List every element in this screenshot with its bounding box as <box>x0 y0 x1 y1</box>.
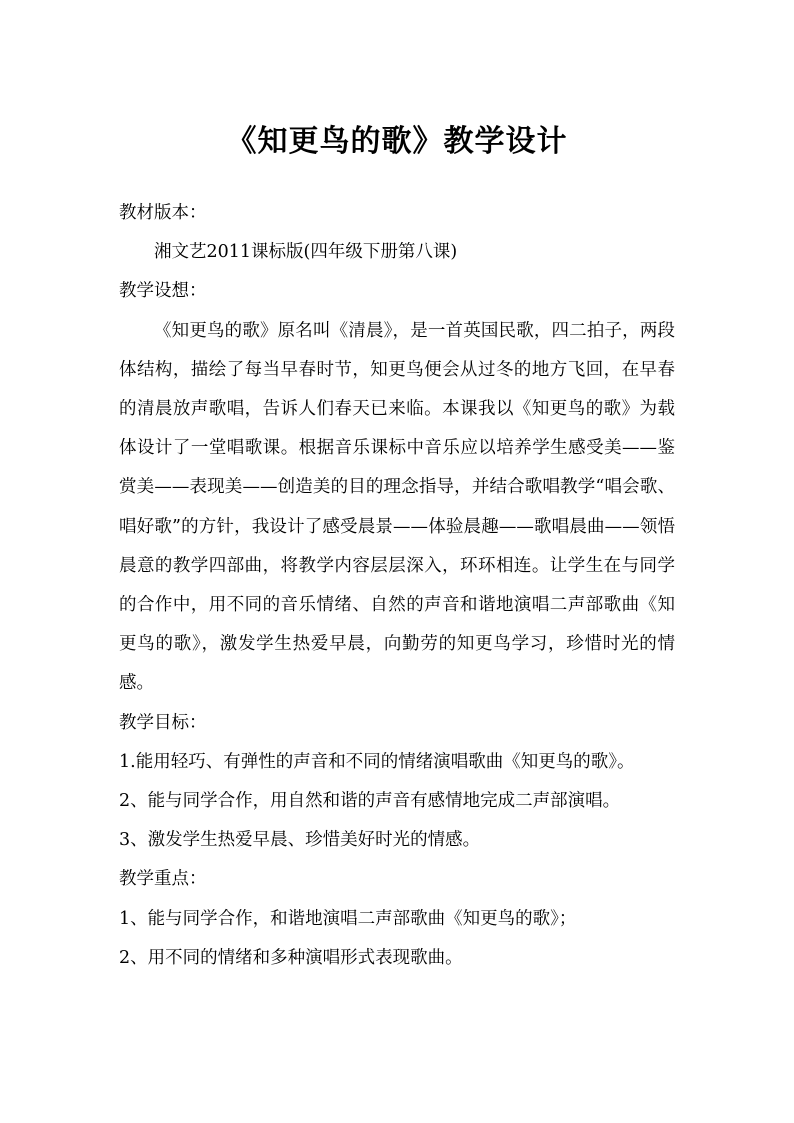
key-point-item-1: 1、能与同学合作，和谐地演唱二声部歌曲《知更鸟的歌》； <box>119 908 577 929</box>
edition-heading: 教材版本： <box>119 203 207 223</box>
key-points-heading: 教学重点： <box>119 869 207 890</box>
goal-item-3: 3、激发学生热爱早晨、珍惜美好时光的情感。 <box>119 830 481 851</box>
edition-text: 湘文艺2011课标版(四年级下册第八课) <box>154 242 458 263</box>
goals-heading: 教学目标： <box>119 712 207 733</box>
key-point-item-2: 2、用不同的情绪和多种演唱形式表现歌曲。 <box>119 947 463 968</box>
concept-heading: 教学设想： <box>119 281 207 302</box>
goal-item-2: 2、能与同学合作，用自然和谐的声音有感情地完成二声部演唱。 <box>119 791 621 812</box>
document-body <box>119 194 675 978</box>
goal-item-1: 1.能用轻巧、有弹性的声音和不同的情绪演唱歌曲《知更鸟的歌》。 <box>119 751 635 772</box>
concept-paragraph: 《知更鸟的歌》原名叫《清晨》，是一首英国民歌，四二拍子，两段体结构，描绘了每当早春时节，知更鸟便会从过冬的地方飞回，在早春的清晨放声歌唱，告诉人们春天已来临。本课我以《知更鸟的歌》为载体设计了一堂唱歌课。根据音乐课标中音乐应以培养学生感受美——鉴赏美——表现美——创造美的目的理念指导，并结合歌唱教学“唱会歌、唱好歌”的方针，我设计了感受晨景——体验晨趣——歌唱晨曲——领悟晨意的教学四部曲，将教学内容层层深入，环环相连。让学生在与同学的合作中，用不同的音乐情绪、自然的声音和谐地演唱二声部歌曲《知更鸟的歌》，激发学生热爱早晨，向勤劳的知更鸟学习，珍惜时光的情感。 <box>119 320 675 694</box>
document-title: 《知更鸟的歌》教学设计 <box>226 124 568 159</box>
